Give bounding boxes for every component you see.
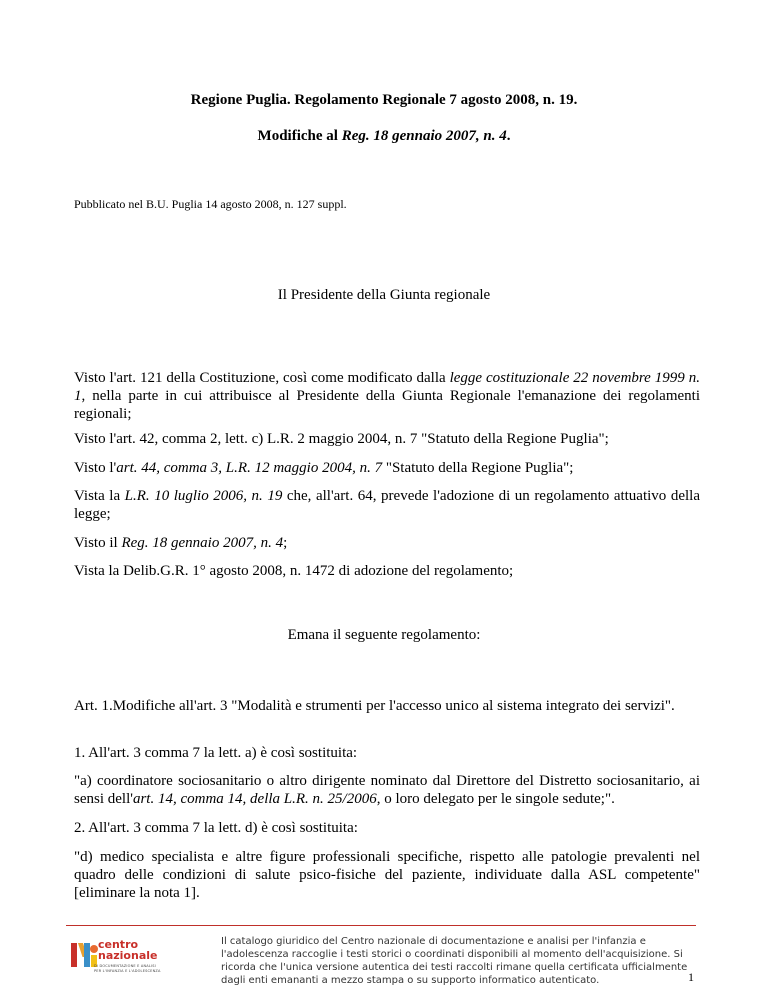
preamble-5-reference: Reg. 18 gennaio 2007, n. 4: [121, 535, 284, 551]
subtitle-suffix: .: [506, 128, 511, 144]
publication-note: Pubblicato nel B.U. Puglia 14 agosto 2008, n. 127 suppl.: [74, 197, 347, 211]
preamble-4-text-end: che, all'art. 64, prevede l'adozione di un regolamento attuativo della legge;: [74, 488, 700, 522]
emana-heading: Emana il seguente regolamento:: [287, 627, 481, 643]
preamble-5-text-end: ;: [283, 535, 288, 551]
article-comma-1-text: [74, 772, 700, 808]
preamble-paragraph-5: [74, 534, 700, 552]
comma-1-text-end: , o loro delegato per le singole sedute;".: [376, 791, 615, 807]
preamble-paragraph-1: [74, 369, 700, 423]
logo-line-2: nazionale: [98, 949, 158, 962]
preamble-3-text-end: "Statuto della Regione Puglia";: [382, 460, 574, 476]
preamble-4-reference: L.R. 10 luglio 2006, n. 19: [124, 488, 283, 504]
logo-line-1: centro: [98, 938, 139, 951]
article-comma-2-text: "d) medico specialista e altre figure professionali specifiche, rispetto alle patologie prevalenti nel quadro delle condizioni di salute psico-fisiche del paziente, individuate dalla ASL competente" [eliminare la nota 1].: [74, 849, 700, 901]
president-heading: Il Presidente della Giunta regionale: [277, 287, 491, 303]
article-comma-1: 1. All'art. 3 comma 7 la lett. a) è così sostituita:: [74, 745, 358, 761]
preamble-3-reference: art. 44, comma 3, L.R. 12 maggio 2004, n. 7: [116, 460, 383, 476]
preamble-paragraph-4: [74, 487, 700, 523]
preamble-4-text: Vista la: [74, 488, 125, 504]
article-comma-2: 2. All'art. 3 comma 7 la lett. d) è così sostituita:: [74, 820, 358, 836]
preamble-5-text: Visto il: [74, 535, 122, 551]
footer-disclaimer: Il catalogo giuridico del Centro nazionale di documentazione e analisi per l'infanzia e l'adolescenza raccoglie i testi storici o coordinati disponibili al momento dell'acquisizione. Si ricorda che l'unica versione autentica dei testi raccolti rimane quella certificata ufficialmente dagli enti emananti a mezzo stampa o su supporto informatico autenticato.: [221, 936, 688, 986]
article-title: Art. 1.Modifiche all'art. 3 "Modalità e strumenti per l'accesso unico al sistema integrato dei servizi".: [74, 698, 675, 714]
logo-subtitle-2: PER L'INFANZIA E L'ADOLESCENZA: [94, 969, 161, 973]
document-subtitle: [0, 128, 768, 145]
subtitle-reference: Reg. 18 gennaio 2007, n. 4: [341, 128, 507, 144]
preamble-1-text: Visto l'art. 121 della Costituzione, così come modificato dalla: [74, 370, 450, 386]
preamble-paragraph-3: [74, 459, 700, 477]
preamble-1-text-end: , nella parte in cui attribuisce al Presidente della Giunta Regionale l'emanazione dei regolamenti regionali;: [74, 388, 700, 422]
comma-1-reference: art. 14, comma 14, della L.R. n. 25/2006: [132, 791, 377, 807]
comma-1-text: "a) coordinatore sociosanitario o altro dirigente nominato dal Direttore del Distretto sociosanitario, ai sensi dell': [74, 773, 700, 807]
page-number: 1: [688, 970, 694, 984]
footer-divider: [66, 925, 696, 926]
preamble-3-text: Visto l': [74, 460, 117, 476]
logo-subtitle-1: DI DOCUMENTAZIONE E ANALISI: [94, 964, 156, 968]
preamble-paragraph-2: Visto l'art. 42, comma 2, lett. c) L.R. 2 maggio 2004, n. 7 "Statuto della Regione Puglia";: [74, 431, 609, 447]
centro-nazionale-logo: [70, 938, 212, 978]
preamble-1-reference: legge costituzionale 22 novembre 1999 n. 1: [74, 370, 700, 404]
preamble-paragraph-6: Vista la Delib.G.R. 1° agosto 2008, n. 1472 di adozione del regolamento;: [74, 563, 514, 579]
subtitle-prefix: Modifiche al: [257, 128, 342, 144]
document-title: Regione Puglia. Regolamento Regionale 7 agosto 2008, n. 19.: [190, 92, 578, 108]
